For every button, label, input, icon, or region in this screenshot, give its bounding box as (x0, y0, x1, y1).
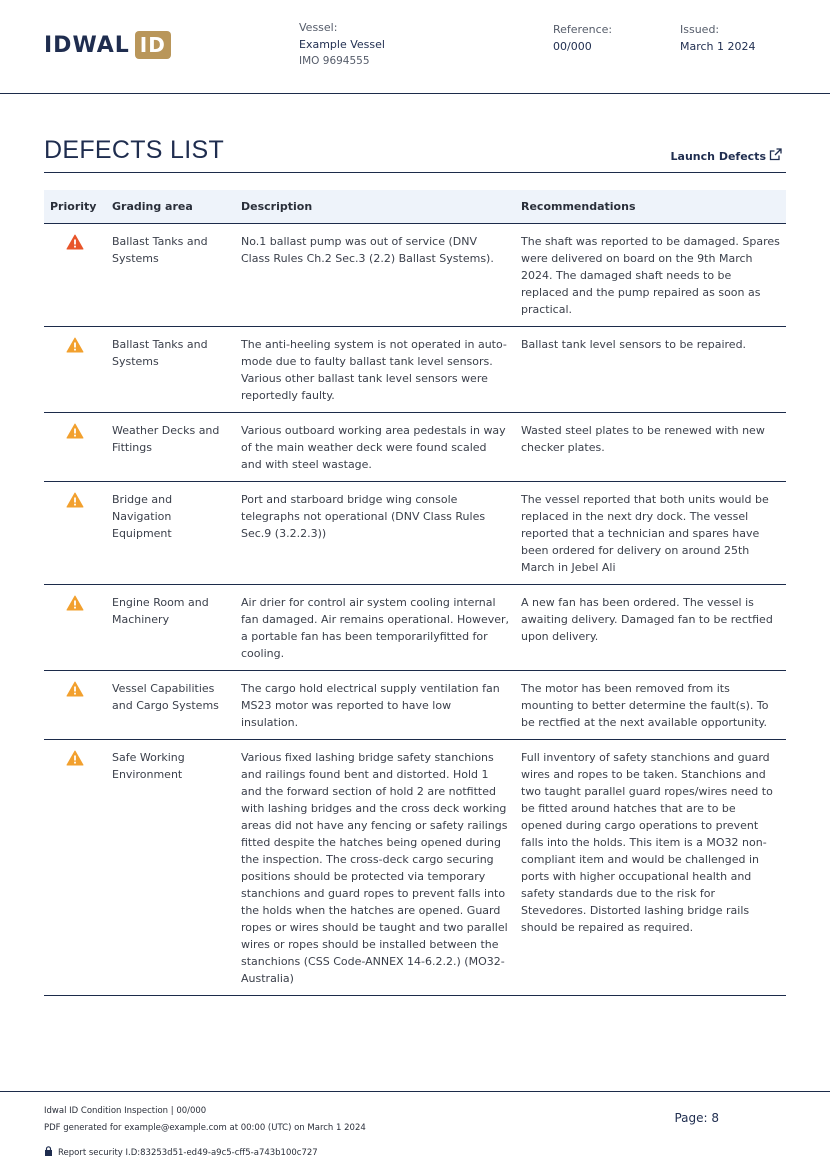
priority-cell (44, 671, 106, 740)
table-row (44, 585, 786, 671)
recommendation-cell: Wasted steel plates to be renewed with new checker plates. (515, 413, 786, 482)
grading-area-cell: Ballast Tanks and Systems (106, 224, 235, 327)
table-header-row (44, 190, 786, 224)
priority-cell (44, 327, 106, 413)
recommendation-cell: The motor has been removed from its mounting to better determine the fault(s). To be rectfied at the next available opportunity. (515, 671, 786, 740)
warning-icon (66, 429, 84, 442)
warning-icon (66, 498, 84, 511)
priority-cell (44, 585, 106, 671)
logo-badge: ID (135, 31, 171, 59)
grading-area-cell: Bridge and Navigation Equipment (106, 482, 235, 585)
vessel-imo: IMO 9694555 (299, 55, 370, 67)
idwal-logo (44, 31, 171, 59)
description-cell: Port and starboard bridge wing console telegraphs not operational (DNV Class Rules Sec.9 (3.2.2.3)) (235, 482, 515, 585)
recommendation-cell: Full inventory of safety stanchions and guard wires and ropes to be taken. Stanchions and two taught parallel guard ropes/wires need to be fitted around hatches that are to be opened during cargo operations to prevent falls into the holds. This item is a MO32 non-compliant item and would be challenged in ports with higher occupational health and safety standards due to the risk for Stevedores. Distorted lashing bridge rails should be repaired as required. (515, 740, 786, 996)
grading-area-cell: Ballast Tanks and Systems (106, 327, 235, 413)
footer-security (44, 1146, 318, 1159)
table-row (44, 327, 786, 413)
grading-area-cell: Weather Decks and Fittings (106, 413, 235, 482)
issued-info (680, 21, 756, 55)
reference-info (553, 21, 612, 55)
table-row (44, 740, 786, 996)
issued-label: Issued: (680, 23, 720, 36)
warning-icon (66, 343, 84, 356)
table-row (44, 671, 786, 740)
warning-icon (66, 601, 84, 614)
priority-cell (44, 413, 106, 482)
launch-defects-label: Launch Defects (670, 149, 766, 163)
recommendation-cell: The vessel reported that both units would be replaced in the next dry dock. The vessel reported that a technician and spares have been ordered for delivery on around 25th March in Jebel Ali (515, 482, 786, 585)
vessel-name: Example Vessel (299, 38, 385, 51)
description-cell: Various fixed lashing bridge safety stanchions and railings found bent and distorted. Hold 1 and the forward section of hold 2 are notfitted with lashing bridges and the cross deck working areas did not have any fencing or safety railings fitted despite the hatches being opened during the inspection. The cross-deck cargo securing positions should be protected via temporary stanchions and guard ropes to prevent falls into the holds when the hatches are opened. Guard ropes or wires should be taught and two parallel wires or ropes should be installed between the stanchions (CSS Code-ANNEX 14-6.2.2.) (MO32-Australia) (235, 740, 515, 996)
reference-label: Reference: (553, 23, 613, 36)
page-title: DEFECTS LIST (44, 136, 225, 164)
footer-inspection: Idwal ID Condition Inspection | 00/000 (44, 1106, 207, 1116)
recommendation-cell: The shaft was reported to be damaged. Spares were delivered on board on the 9th March 2024. The damaged shaft needs to be replaced and the pump repaired as soon as practical. (515, 224, 786, 327)
description-cell: The cargo hold electrical supply ventilation fan MS23 motor was reported to have low insulation. (235, 671, 515, 740)
description-cell: No.1 ballast pump was out of service (DNV Class Rules Ch.2 Sec.3 (2.2) Ballast Systems). (235, 224, 515, 327)
security-id: Report security I.D:83253d51-ed49-a9c5-cff5-a743b100c727 (58, 1147, 318, 1158)
column-header-description: Description (235, 190, 515, 224)
logo-wordmark: IDWAL (44, 32, 130, 58)
description-cell: Various outboard working area pedestals in way of the main weather deck were found scaled and with steel wastage. (235, 413, 515, 482)
reference-value: 00/000 (553, 40, 592, 53)
issued-value: March 1 2024 (680, 40, 756, 53)
warning-icon (66, 756, 84, 769)
external-link-icon (769, 148, 782, 164)
vessel-info (299, 19, 385, 70)
column-header-recommendations: Recommendations (515, 190, 786, 224)
warning-icon (66, 240, 84, 253)
column-header-grading-area: Grading area (106, 190, 235, 224)
recommendation-cell: Ballast tank level sensors to be repaired. (515, 327, 786, 413)
report-header (0, 0, 830, 94)
table-row (44, 224, 786, 327)
launch-defects-link[interactable] (671, 148, 782, 164)
priority-cell (44, 482, 106, 585)
recommendation-cell: A new fan has been ordered. The vessel is awaiting delivery. Damaged fan to be rectfied upon delivery. (515, 585, 786, 671)
description-cell: Air drier for control air system cooling internal fan damaged. Air remains operational. However, a portable fan has been temporarilyfitted for cooling. (235, 585, 515, 671)
grading-area-cell: Safe Working Environment (106, 740, 235, 996)
table-row (44, 413, 786, 482)
page-number: Page: 8 (674, 1111, 719, 1125)
defects-table (44, 190, 786, 996)
warning-icon (66, 687, 84, 700)
vessel-label: Vessel: (299, 21, 338, 34)
grading-area-cell: Vessel Capabilities and Cargo Systems (106, 671, 235, 740)
grading-area-cell: Engine Room and Machinery (106, 585, 235, 671)
lock-icon (44, 1146, 53, 1159)
column-header-priority: Priority (44, 190, 106, 224)
footer-generated: PDF generated for example@example.com at 00:00 (UTC) on March 1 2024 (44, 1123, 366, 1133)
table-row (44, 482, 786, 585)
priority-cell (44, 740, 106, 996)
priority-cell (44, 224, 106, 327)
report-footer (0, 1091, 830, 1175)
title-row (44, 136, 786, 173)
description-cell: The anti-heeling system is not operated in auto-mode due to faulty ballast tank level sensors. Various other ballast tank level sensors were reportedly faulty. (235, 327, 515, 413)
